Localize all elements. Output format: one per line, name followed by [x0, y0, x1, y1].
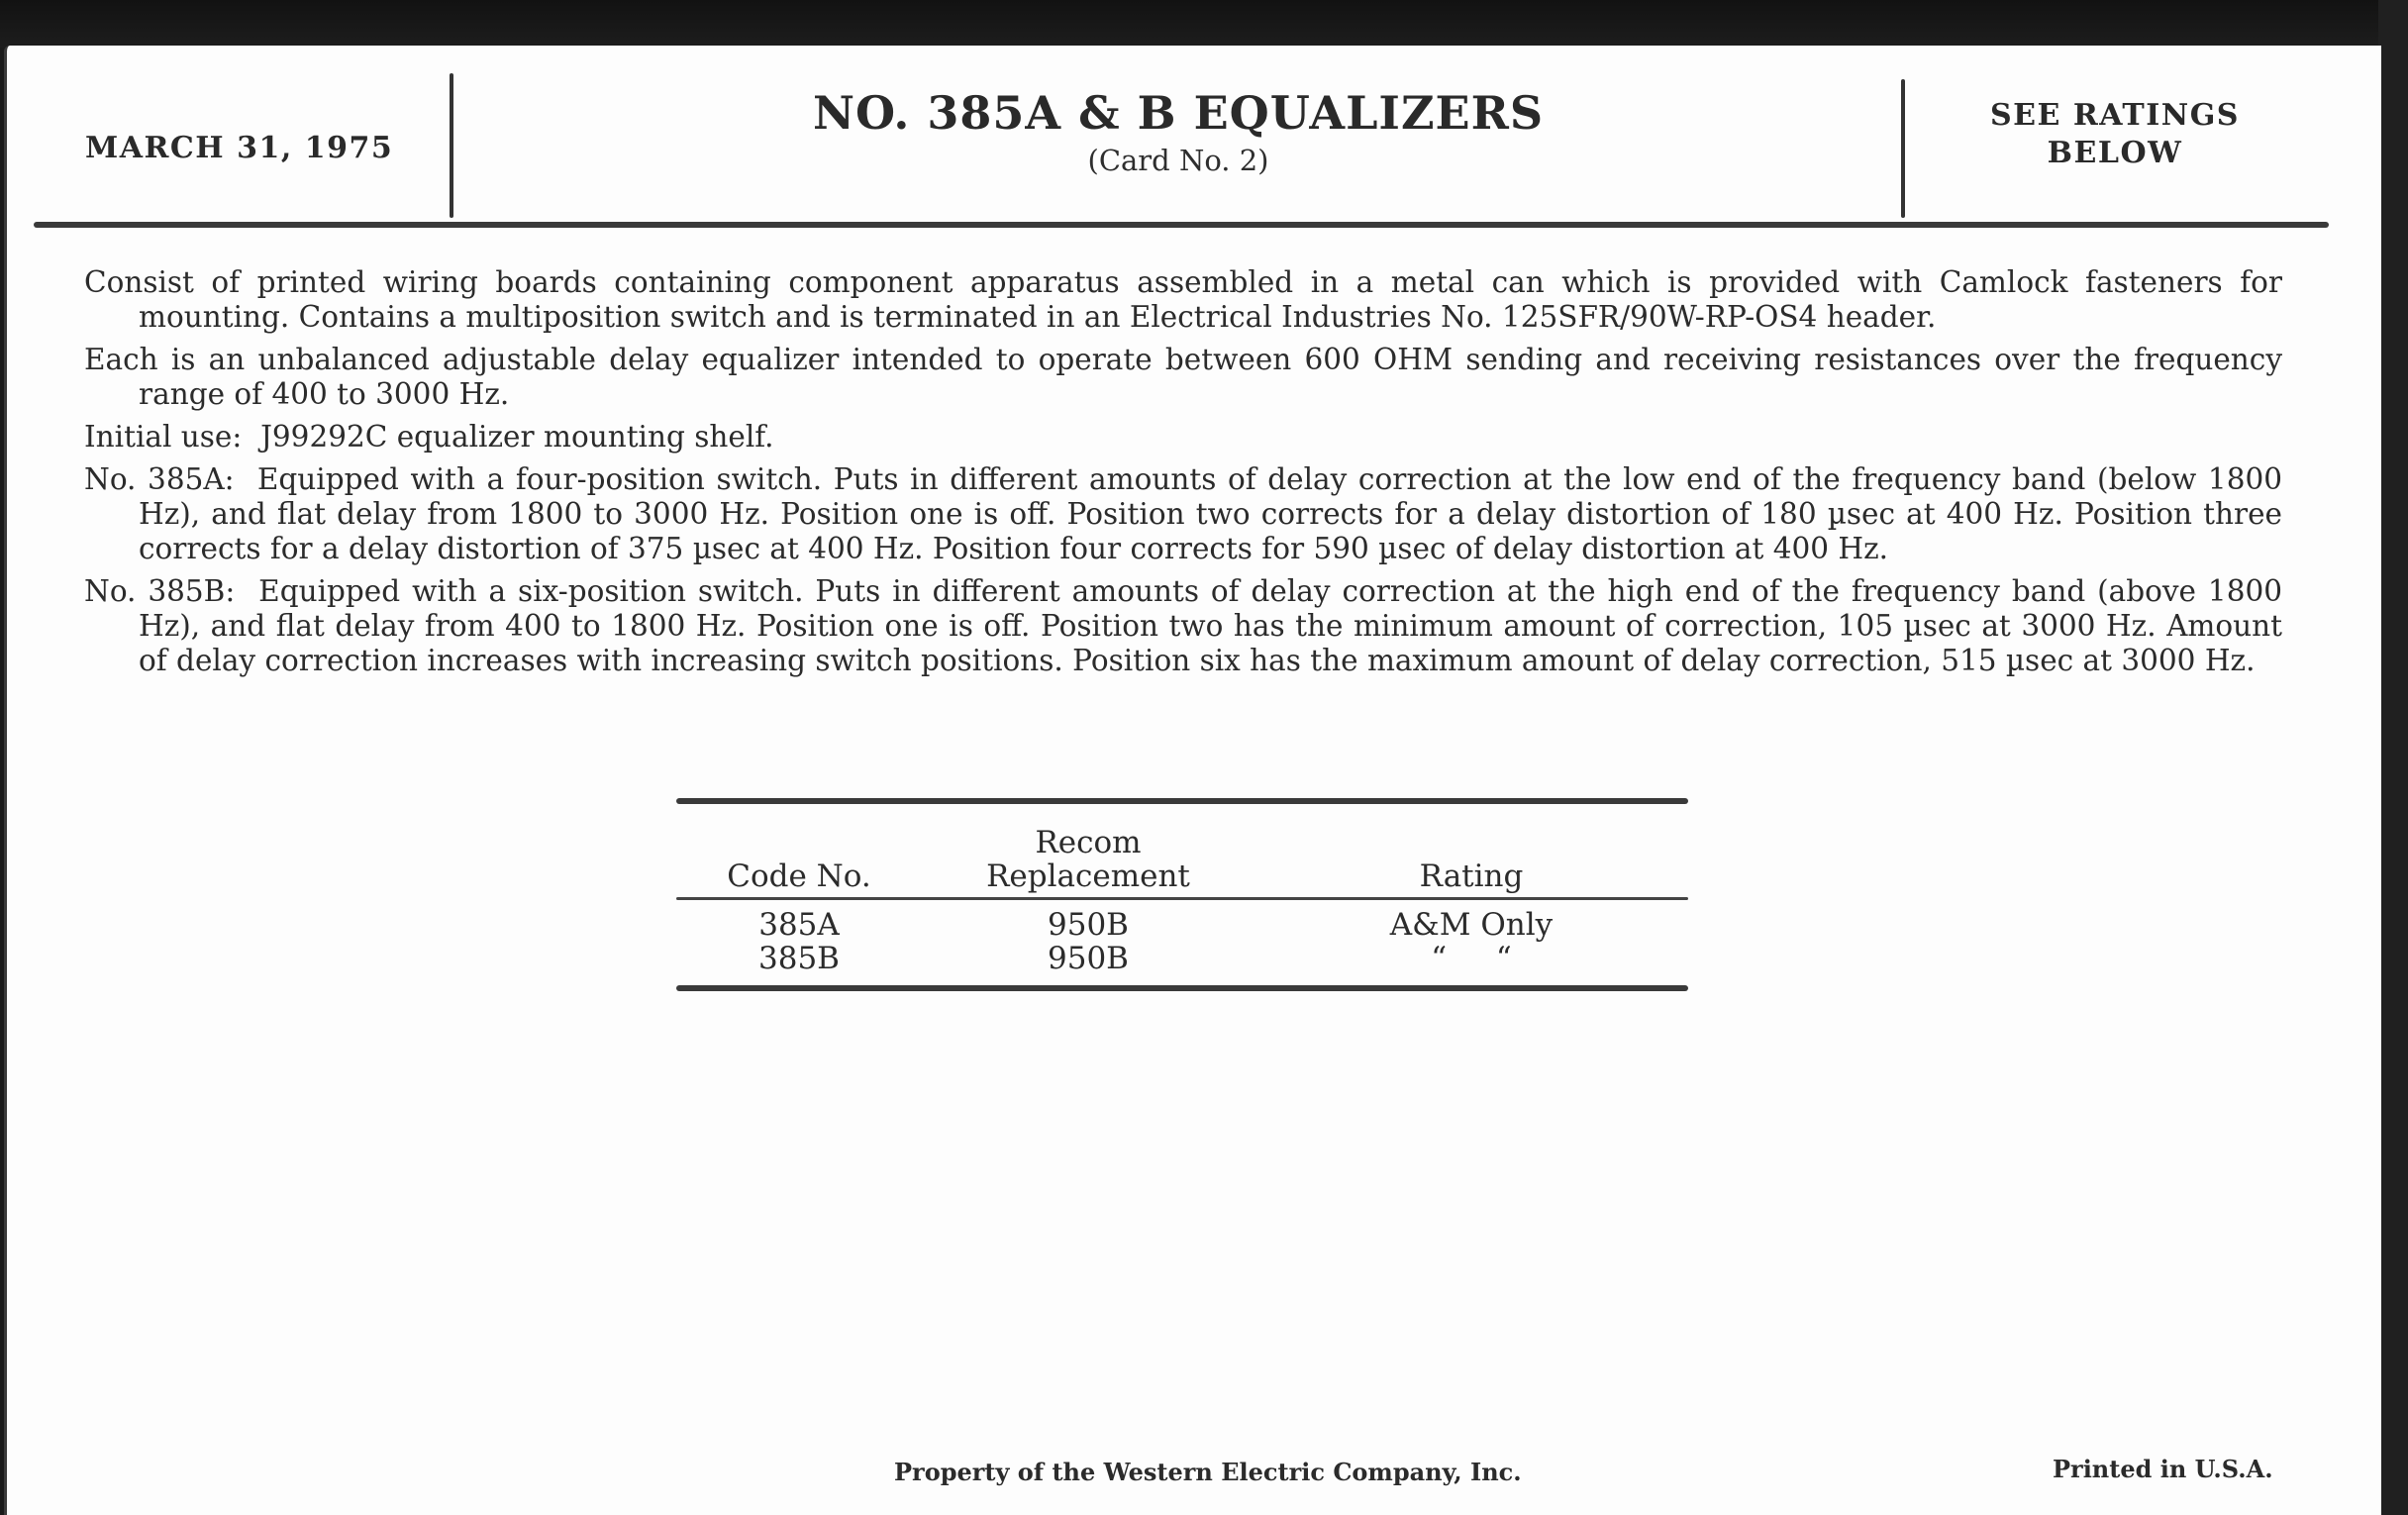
document-date: MARCH 31, 1975: [85, 131, 394, 165]
description-body: [84, 265, 2282, 686]
ratings-note-line2: BELOW: [2047, 136, 2183, 170]
ratings-note: [1907, 97, 2323, 172]
header-rule: [34, 222, 2329, 228]
cell-replacement: 950B: [1048, 941, 1129, 976]
cell-code: 385B: [758, 941, 840, 976]
document-subtitle: (Card No. 2): [1087, 144, 1269, 177]
cell-rating-ditto: “ “: [1431, 941, 1512, 976]
paragraph-label: No. 385A:: [84, 462, 235, 496]
footer-printed-notice: Printed in U.S.A.: [2053, 1455, 2273, 1483]
paragraph-function: [84, 343, 2282, 412]
table-header-row: [676, 804, 1688, 897]
header-divider-right: [1901, 79, 1905, 218]
column-header-code: Code No.: [727, 858, 871, 894]
paragraph-text: J99292C equalizer mounting shelf.: [260, 420, 774, 454]
table-row: [676, 942, 1688, 975]
paragraph-label: Initial use:: [84, 420, 243, 454]
table-body: [676, 900, 1688, 985]
paragraph-385b: [84, 574, 2282, 678]
cell-rating: A&M Only: [1389, 907, 1554, 943]
footer-property-notice: Property of the Western Electric Company, Inc.: [894, 1458, 1522, 1486]
header-title-block: [455, 87, 1901, 180]
cell-replacement: 950B: [1048, 907, 1129, 943]
paragraph-text: Consist of printed wiring boards containing component apparatus assembled in a metal can which is provided with Camlock fasteners for mounting. Contains a multiposition switch and is terminated in an Electrical Industries No. 125SFR/90W-RP-OS4 header.: [84, 265, 2282, 334]
document-title: NO. 385A & B EQUALIZERS: [812, 86, 1545, 140]
table-bottom-rule: [676, 985, 1688, 991]
table-row: [676, 908, 1688, 942]
column-header-rating: Rating: [1419, 858, 1524, 894]
ratings-note-line1: SEE RATINGS: [1990, 98, 2240, 133]
paragraph-text: Equipped with a six-position switch. Puts in different amounts of delay correction at the high end of the frequency band (above 1800 Hz), and flat delay from 400 to 1800 Hz. Position one is off. Position two has the minimum amount of correction, 105 µsec at 3000 Hz. Amount of delay correction increases with increasing switch positions. Position six has the maximum amount of delay correction, 515 µsec at 3000 Hz.: [139, 574, 2283, 677]
scan-top-border: [0, 0, 2408, 48]
paragraph-text: Each is an unbalanced adjustable delay equalizer intended to operate between 600 OHM sending and receiving resistances over the frequency range of 400 to 3000 Hz.: [84, 343, 2282, 411]
paragraph-label: No. 385B:: [84, 574, 236, 608]
paragraph-385a: [84, 462, 2282, 566]
scan-right-border: [2378, 0, 2408, 1515]
paragraph-construction: [84, 265, 2282, 335]
column-header-replacement: Recom Replacement: [986, 825, 1190, 894]
cell-code: 385A: [758, 907, 840, 943]
paragraph-text: Equipped with a four-position switch. Puts in different amounts of delay correction at the low end of the frequency band (below 1800 Hz), and flat delay from 1800 to 3000 Hz. Position one is off. Position two corrects for a delay distortion of 180 µsec at 400 Hz. Position three corrects for a delay distortion of 375 µsec at 400 Hz. Position four corrects for 590 µsec of delay distortion at 400 Hz.: [139, 462, 2283, 565]
paragraph-initial-use: [84, 420, 2282, 454]
header-divider-left: [450, 73, 453, 218]
ratings-table: [676, 798, 1688, 991]
